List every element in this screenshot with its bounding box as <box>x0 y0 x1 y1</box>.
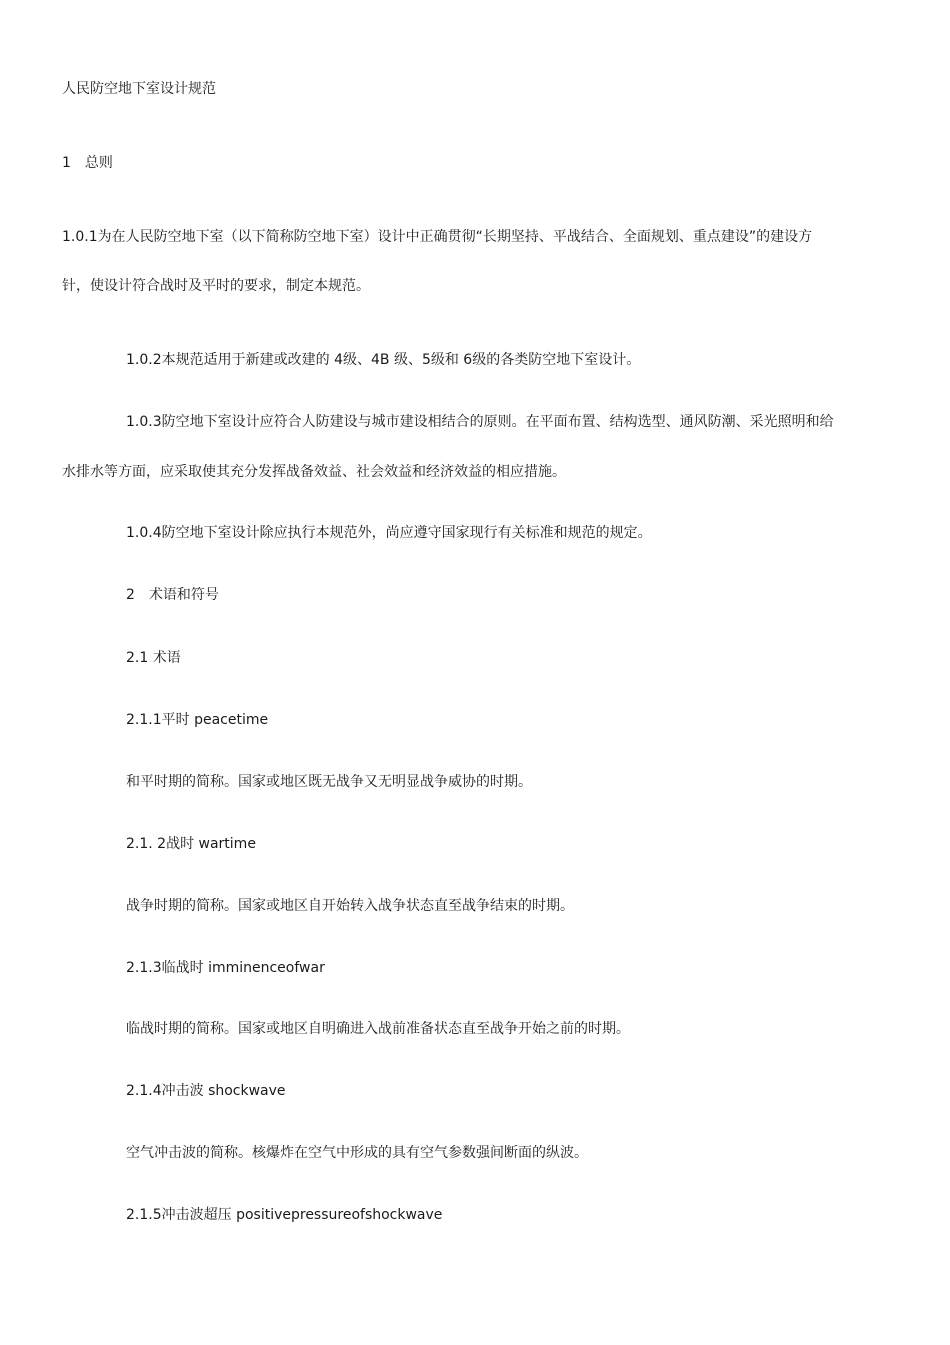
term-2-1-1-definition: 和平时期的简称。国家或地区既无战争又无明显战争威协的时期。 <box>126 774 532 790</box>
term-2-1-4-definition: 空气冲击波的简称。核爆炸在空气中形成的具有空气参数强间断面的纵波。 <box>126 1145 588 1161</box>
term-2-1-2-heading: 2.1. 2战时 wartime <box>126 836 256 852</box>
term-2-1-1-heading: 2.1.1平时 peacetime <box>126 712 269 728</box>
term-2-1-2-definition: 战争时期的简称。国家或地区自开始转入战争状态直至战争结束的时期。 <box>126 898 574 914</box>
term-2-1-4-heading: 2.1.4冲击波 shockwave <box>126 1083 286 1099</box>
section-2-1-heading: 2.1 术语 <box>126 650 181 666</box>
clause-1-0-3-line-1: 1.0.3防空地下室设计应符合人防建设与城市建设相结合的原则。在平面布置、结构选型、通风防潮、采光照明和给 <box>126 414 834 430</box>
clause-1-0-3-line-2: 水排水等方面，应采取使其充分发挥战备效益、社会效益和经济效益的相应措施。 <box>62 464 566 480</box>
clause-1-0-1-line-2: 针，使设计符合战时及平时的要求，制定本规范。 <box>62 278 370 294</box>
clause-1-0-4: 1.0.4防空地下室设计除应执行本规范外，尚应遵守国家现行有关标准和规范的规定。 <box>126 525 652 541</box>
term-2-1-3-definition: 临战时期的简称。国家或地区自明确进入战前准备状态直至战争开始之前的时期。 <box>126 1021 630 1037</box>
term-2-1-5-heading: 2.1.5冲击波超压 positivepressureofshockwave <box>126 1207 443 1223</box>
chapter-1-heading: 1 总则 <box>62 155 113 171</box>
document-title: 人民防空地下室设计规范 <box>62 81 216 97</box>
clause-1-0-1-line-1: 1.0.1为在人民防空地下室（以下简称防空地下室）设计中正确贯彻“长期坚持、平战结合、全面规划、重点建设”的建设方 <box>62 229 813 245</box>
term-2-1-3-heading: 2.1.3临战时 imminenceofwar <box>126 960 325 976</box>
clause-1-0-2: 1.0.2本规范适用于新建或改建的 4级、4B 级、5级和 6级的各类防空地下室设计。 <box>126 352 641 368</box>
chapter-2-heading: 2 术语和符号 <box>126 587 219 603</box>
